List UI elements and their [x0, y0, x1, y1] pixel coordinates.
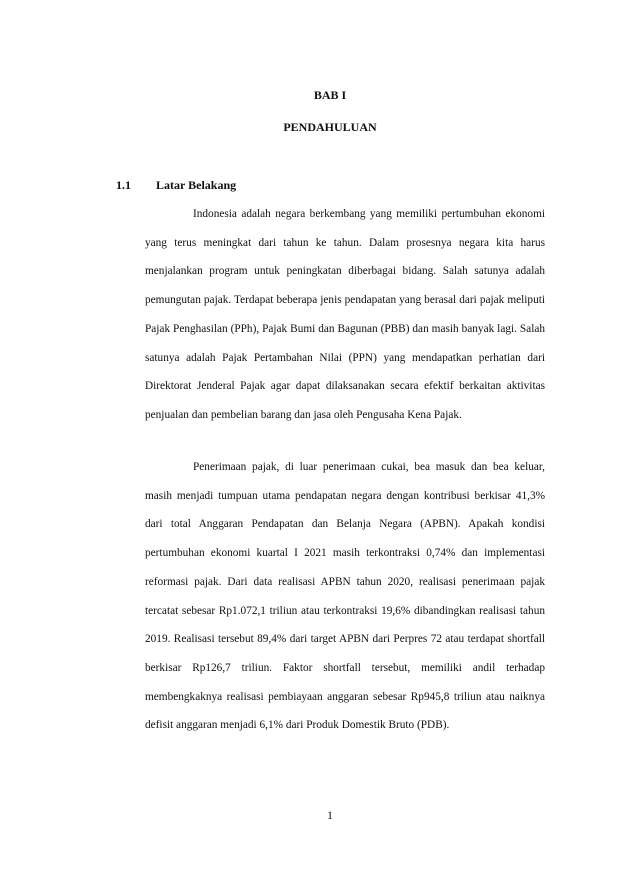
section-heading [116, 178, 236, 193]
section-number: 1.1 [116, 178, 131, 192]
page-number: 1 [327, 808, 333, 822]
chapter-title: PENDAHULUAN [283, 120, 377, 134]
paragraph [145, 200, 545, 430]
paragraph-text: Indonesia adalah negara berkembang yang memiliki pertumbuhan ekonomi yang terus meningkat dari tahun ke tahun. Dalam prosesnya negara kita harus menjalankan program untuk peningkatan diberbagai bidang. Salah satunya adalah pemungutan pajak. Terdapat beberapa jenis pendapatan yang berasal dari pajak meliputi Pajak Penghasilan (PPh), Pajak Bumi dan Bagunan (PBB) dan masih banyak lagi. Salah satunya adalah Pajak Pertambahan Nilai (PPN) yang mendapatkan perhatian dari Direktorat Jenderal Pajak agar dapat dilaksanakan secara efektif berkaitan aktivitas penjualan dan pembelian barang dan jasa oleh Pengusaha Kena Pajak. [145, 208, 545, 421]
chapter-label: BAB I [313, 88, 347, 102]
paragraph-text: Penerimaan pajak, di luar penerimaan cukai, bea masuk dan bea keluar, masih menjadi tumpuan utama pendapatan negara dengan kontribusi berkisar 41,3% dari total Anggaran Pendapatan dan Belanja Negara (APBN). Apakah kondisi pertumbuhan ekonomi kuartal I 2021 masih terkontraksi 0,74% dan implementasi reformasi pajak. Dari data realisasi APBN tahun 2020, realisasi penerimaan pajak tercatat sebesar Rp1.072,1 triliun atau terkontraksi 19,6% dibandingkan realisasi tahun 2019. Realisasi tersebut 89,4% dari target APBN dari Perpres 72 atau terdapat shortfall berkisar Rp126,7 triliun. Faktor shortfall tersebut, memiliki andil terhadap membengkaknya realisasi pembiayaan anggaran sebesar Rp945,8 triliun atau naiknya defisit anggaran menjadi 6,1% dari Produk Domestik Bruto (PDB). [145, 461, 545, 732]
paragraph [145, 453, 545, 740]
section-title: Latar Belakang [156, 178, 237, 192]
